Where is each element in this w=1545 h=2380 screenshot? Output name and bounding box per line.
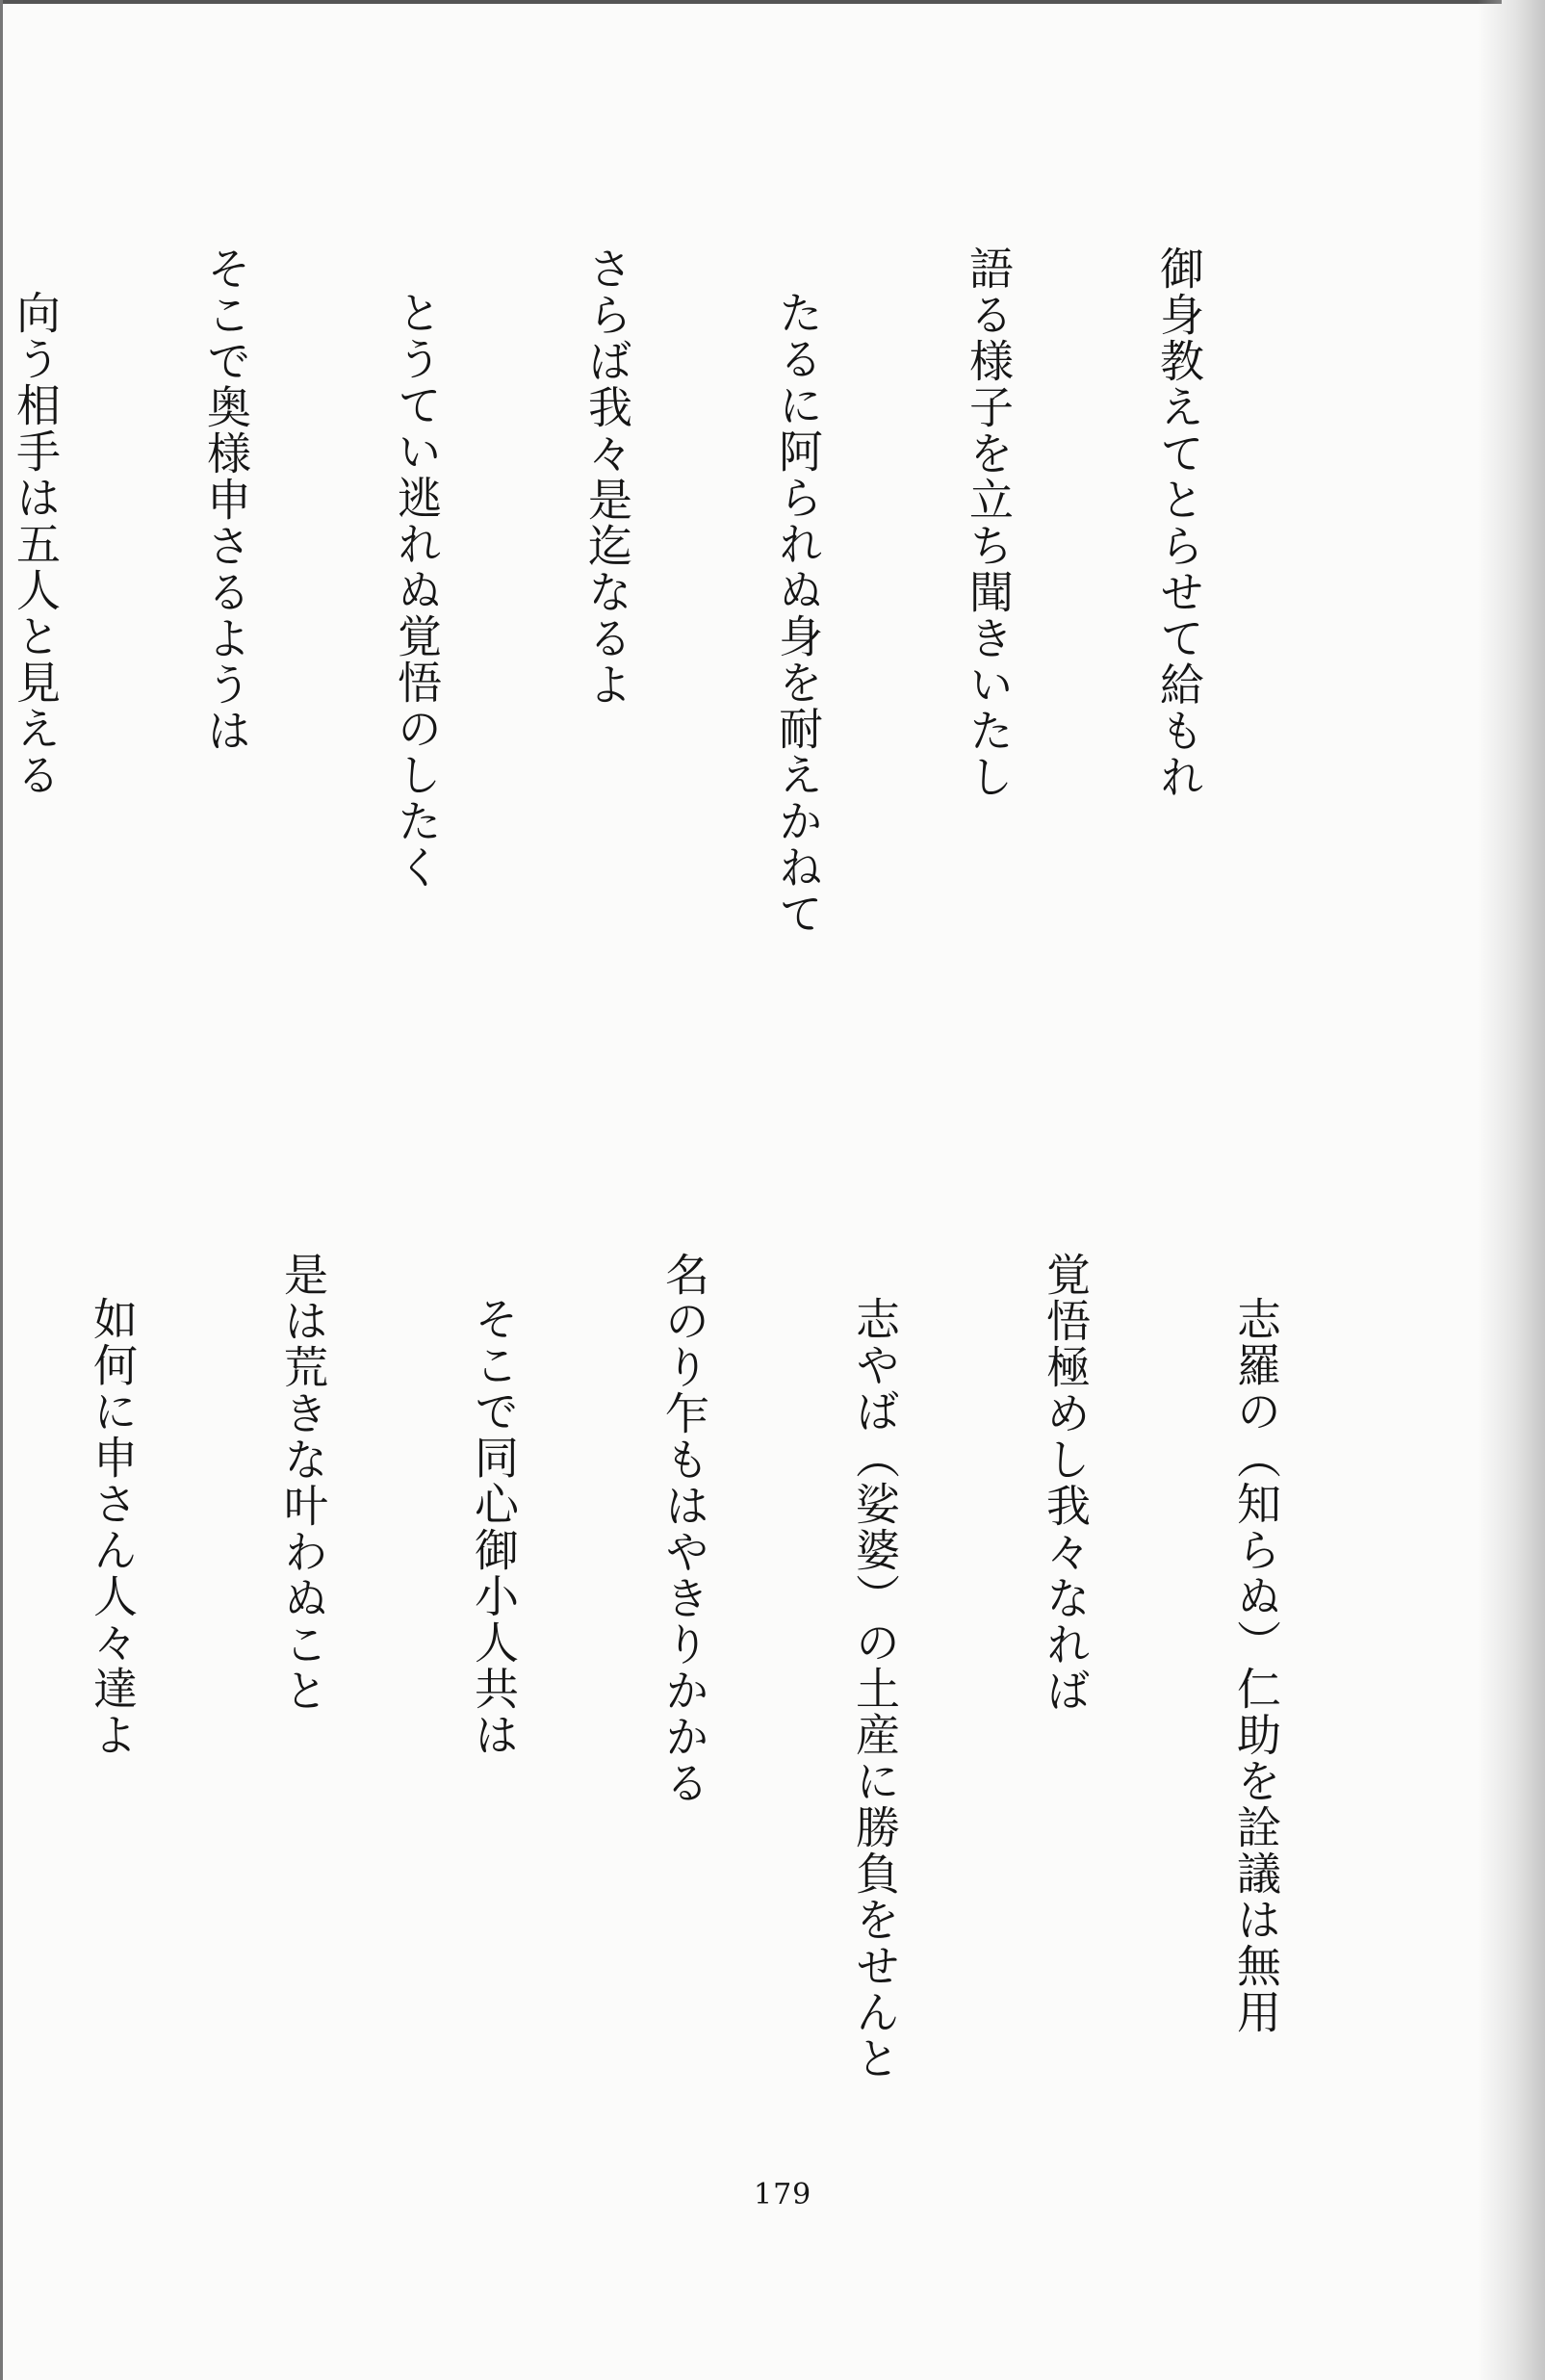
verse-block-bottom — [0, 1252, 1415, 2082]
verse-line: そこで同心御小人共は — [468, 1296, 520, 1758]
verse-line: 如何に申さん人々達よ — [87, 1296, 139, 1758]
verse-line: 名のり乍もはやきりかかる — [658, 1252, 710, 1806]
page-number: 179 — [754, 2178, 812, 2212]
verse-block-top — [0, 246, 1338, 977]
verse-line: 志羅の（知らぬ）仁助を詮議は無用 — [1230, 1296, 1282, 2035]
verse-line: 語る様子を立ち聞きいたし — [963, 246, 1015, 800]
verse-line: 御身教えてとらせて給もれ — [1153, 246, 1205, 800]
verse-line: 是は荒きな叶わぬこと — [277, 1252, 329, 1714]
verse-line: 志やば（娑婆）の土産に勝負をせんと — [849, 1296, 901, 2082]
verse-line: 覚悟極めし我々なれば — [1040, 1252, 1092, 1714]
verse-line: そこで奥様申さるようは — [200, 246, 252, 754]
binding-shadow — [1478, 0, 1545, 2380]
verse-line: さらば我々是迄なるよ — [581, 246, 633, 708]
page-top-edge — [0, 0, 1502, 4]
verse-line: とうてい逃れぬ覚悟のしたく — [391, 290, 443, 891]
verse-line: たるに阿られぬ身を耐えかねて — [772, 290, 824, 937]
verse-line: 向う相手は五人と見える — [10, 290, 62, 798]
